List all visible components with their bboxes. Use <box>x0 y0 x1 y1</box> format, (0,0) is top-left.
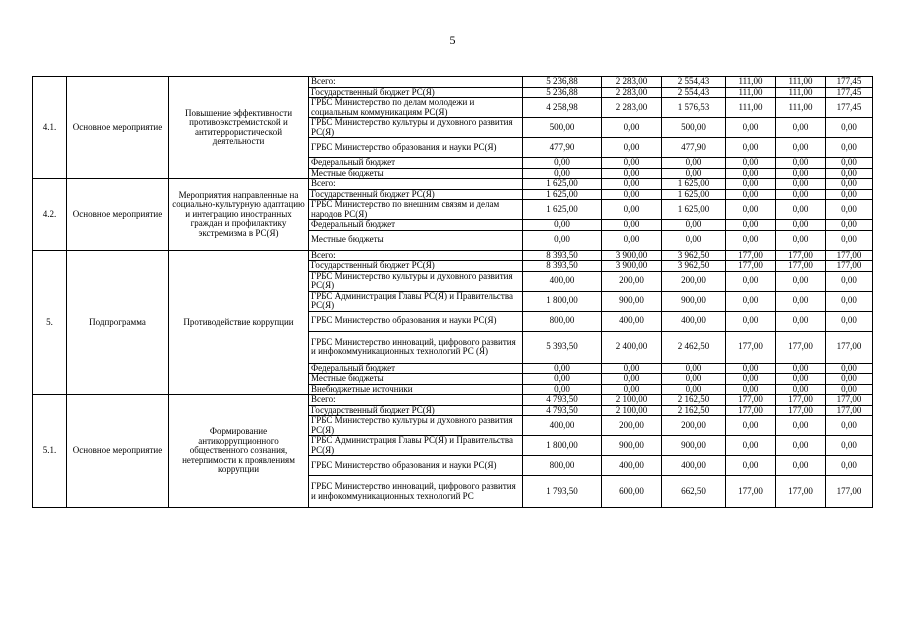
amount-cell: 2 400,00 <box>602 331 662 363</box>
amount-cell: 177,00 <box>726 405 776 416</box>
amount-cell: 177,00 <box>776 395 826 406</box>
amount-cell: 0,00 <box>826 363 873 374</box>
amount-cell: 0,00 <box>662 158 726 169</box>
funding-source: Федеральный бюджет <box>309 158 523 169</box>
amount-cell: 177,45 <box>826 87 873 98</box>
amount-cell: 0,00 <box>776 189 826 200</box>
amount-cell: 177,00 <box>726 261 776 272</box>
funding-source: Всего: <box>309 179 523 190</box>
amount-cell: 0,00 <box>523 220 602 231</box>
amount-cell: 0,00 <box>726 118 776 138</box>
amount-cell: 0,00 <box>726 363 776 374</box>
amount-cell: 4 258,98 <box>523 98 602 118</box>
amount-cell: 177,00 <box>776 405 826 416</box>
amount-cell: 0,00 <box>776 118 826 138</box>
funding-source: ГРБС Администрация Главы РС(Я) и Правительства РС(Я) <box>309 436 523 456</box>
amount-cell: 0,00 <box>776 291 826 311</box>
amount-cell: 400,00 <box>602 456 662 476</box>
amount-cell: 2 162,50 <box>662 395 726 406</box>
funding-source: ГРБС Министерство образования и науки РС(Я) <box>309 456 523 476</box>
amount-cell: 2 554,43 <box>662 77 726 88</box>
amount-cell: 200,00 <box>602 416 662 436</box>
amount-cell: 0,00 <box>826 230 873 250</box>
amount-cell: 0,00 <box>826 118 873 138</box>
amount-cell: 0,00 <box>826 179 873 190</box>
amount-cell: 1 625,00 <box>662 179 726 190</box>
funding-source: Внебюджетные источники <box>309 384 523 395</box>
item-type: Основное мероприятие <box>67 395 169 508</box>
amount-cell: 5 236,88 <box>523 87 602 98</box>
amount-cell: 0,00 <box>826 158 873 169</box>
funding-source: ГРБС Министерство культуры и духовного развития РС(Я) <box>309 416 523 436</box>
amount-cell: 0,00 <box>776 384 826 395</box>
amount-cell: 0,00 <box>776 271 826 291</box>
amount-cell: 2 554,43 <box>662 87 726 98</box>
amount-cell: 0,00 <box>523 374 602 385</box>
funding-source: ГРБС Министерство образования и науки РС(Я) <box>309 138 523 158</box>
amount-cell: 400,00 <box>523 416 602 436</box>
amount-cell: 0,00 <box>826 200 873 220</box>
funding-source: Местные бюджеты <box>309 168 523 179</box>
funding-source: ГРБС Министерство культуры и духовного развития РС(Я) <box>309 271 523 291</box>
table-row <box>33 250 873 261</box>
amount-cell: 0,00 <box>602 363 662 374</box>
funding-source: Государственный бюджет РС(Я) <box>309 405 523 416</box>
item-type: Основное мероприятие <box>67 77 169 179</box>
amount-cell: 800,00 <box>523 456 602 476</box>
amount-cell: 8 393,50 <box>523 250 602 261</box>
amount-cell: 1 625,00 <box>523 200 602 220</box>
amount-cell: 0,00 <box>726 291 776 311</box>
amount-cell: 1 800,00 <box>523 436 602 456</box>
amount-cell: 111,00 <box>776 98 826 118</box>
amount-cell: 0,00 <box>776 374 826 385</box>
amount-cell: 0,00 <box>826 271 873 291</box>
amount-cell: 2 283,00 <box>602 87 662 98</box>
amount-cell: 0,00 <box>523 158 602 169</box>
amount-cell: 177,00 <box>776 261 826 272</box>
amount-cell: 177,00 <box>826 250 873 261</box>
amount-cell: 0,00 <box>776 220 826 231</box>
funding-source: Федеральный бюджет <box>309 220 523 231</box>
amount-cell: 3 962,50 <box>662 261 726 272</box>
funding-source: Всего: <box>309 250 523 261</box>
budget-table <box>32 76 873 508</box>
amount-cell: 0,00 <box>826 220 873 231</box>
amount-cell: 1 625,00 <box>662 189 726 200</box>
amount-cell: 2 100,00 <box>602 405 662 416</box>
amount-cell: 0,00 <box>726 416 776 436</box>
amount-cell: 0,00 <box>726 436 776 456</box>
amount-cell: 177,00 <box>776 250 826 261</box>
funding-source: Государственный бюджет РС(Я) <box>309 87 523 98</box>
amount-cell: 0,00 <box>726 384 776 395</box>
amount-cell: 0,00 <box>776 158 826 169</box>
funding-source: Всего: <box>309 77 523 88</box>
amount-cell: 0,00 <box>826 291 873 311</box>
amount-cell: 1 625,00 <box>523 179 602 190</box>
amount-cell: 0,00 <box>826 189 873 200</box>
amount-cell: 3 900,00 <box>602 250 662 261</box>
funding-source: Государственный бюджет РС(Я) <box>309 261 523 272</box>
amount-cell: 0,00 <box>776 179 826 190</box>
amount-cell: 3 962,50 <box>662 250 726 261</box>
item-name: Повышение эффективности противоэкстремистской и антитеррористической деятельности <box>169 77 309 179</box>
amount-cell: 111,00 <box>726 98 776 118</box>
amount-cell: 0,00 <box>826 436 873 456</box>
amount-cell: 0,00 <box>726 138 776 158</box>
amount-cell: 0,00 <box>726 168 776 179</box>
item-type: Подпрограмма <box>67 250 169 395</box>
amount-cell: 0,00 <box>523 168 602 179</box>
amount-cell: 2 283,00 <box>602 77 662 88</box>
funding-source: ГРБС Министерство культуры и духовного развития РС(Я) <box>309 118 523 138</box>
amount-cell: 177,00 <box>826 261 873 272</box>
item-number: 5. <box>33 250 67 395</box>
amount-cell: 0,00 <box>662 374 726 385</box>
amount-cell: 900,00 <box>602 291 662 311</box>
amount-cell: 0,00 <box>523 384 602 395</box>
funding-source: ГРБС Министерство инноваций, цифрового развития и инфокоммуникационных технологий РС <box>309 476 523 508</box>
amount-cell: 1 576,53 <box>662 98 726 118</box>
amount-cell: 200,00 <box>662 416 726 436</box>
amount-cell: 0,00 <box>776 168 826 179</box>
amount-cell: 177,00 <box>826 476 873 508</box>
item-number: 4.2. <box>33 179 67 251</box>
amount-cell: 111,00 <box>726 77 776 88</box>
amount-cell: 0,00 <box>602 158 662 169</box>
amount-cell: 0,00 <box>776 138 826 158</box>
amount-cell: 0,00 <box>776 311 826 331</box>
amount-cell: 0,00 <box>602 179 662 190</box>
amount-cell: 0,00 <box>826 456 873 476</box>
item-name: Противодействие коррупции <box>169 250 309 395</box>
amount-cell: 0,00 <box>826 384 873 395</box>
amount-cell: 0,00 <box>523 230 602 250</box>
table-row <box>33 179 873 190</box>
item-name: Формирование антикоррупционного общественного сознания, нетерпимости к проявлениям коррупции <box>169 395 309 508</box>
amount-cell: 0,00 <box>826 138 873 158</box>
amount-cell: 0,00 <box>726 271 776 291</box>
amount-cell: 111,00 <box>726 87 776 98</box>
amount-cell: 4 793,50 <box>523 405 602 416</box>
amount-cell: 0,00 <box>602 200 662 220</box>
amount-cell: 3 900,00 <box>602 261 662 272</box>
amount-cell: 662,50 <box>662 476 726 508</box>
table-row <box>33 395 873 406</box>
amount-cell: 2 283,00 <box>602 98 662 118</box>
amount-cell: 177,00 <box>826 405 873 416</box>
item-name: Мероприятия направленные на социально-культурную адаптацию и интеграцию иностранных граждан и профилактику экстремизма в РС(Я) <box>169 179 309 251</box>
amount-cell: 8 393,50 <box>523 261 602 272</box>
amount-cell: 200,00 <box>602 271 662 291</box>
funding-source: ГРБС Министерство по внешним связям и делам народов РС(Я) <box>309 200 523 220</box>
page-number: 5 <box>449 33 456 47</box>
amount-cell: 0,00 <box>826 416 873 436</box>
amount-cell: 177,00 <box>826 331 873 363</box>
amount-cell: 0,00 <box>726 179 776 190</box>
amount-cell: 900,00 <box>602 436 662 456</box>
amount-cell: 0,00 <box>726 220 776 231</box>
amount-cell: 177,45 <box>826 77 873 88</box>
amount-cell: 177,00 <box>726 331 776 363</box>
amount-cell: 0,00 <box>662 230 726 250</box>
amount-cell: 0,00 <box>602 168 662 179</box>
amount-cell: 0,00 <box>726 200 776 220</box>
amount-cell: 2 462,50 <box>662 331 726 363</box>
amount-cell: 0,00 <box>602 374 662 385</box>
amount-cell: 0,00 <box>602 384 662 395</box>
funding-source: Государственный бюджет РС(Я) <box>309 189 523 200</box>
funding-source: ГРБС Министерство инноваций, цифрового развития и инфокоммуникационных технологий РС (Я) <box>309 331 523 363</box>
amount-cell: 0,00 <box>776 200 826 220</box>
amount-cell: 177,00 <box>726 250 776 261</box>
amount-cell: 0,00 <box>726 189 776 200</box>
amount-cell: 0,00 <box>726 230 776 250</box>
funding-source: ГРБС Министерство образования и науки РС(Я) <box>309 311 523 331</box>
amount-cell: 0,00 <box>776 230 826 250</box>
amount-cell: 200,00 <box>662 271 726 291</box>
amount-cell: 0,00 <box>726 311 776 331</box>
amount-cell: 1 625,00 <box>523 189 602 200</box>
funding-source: ГРБС Администрация Главы РС(Я) и Правительства РС(Я) <box>309 291 523 311</box>
amount-cell: 177,00 <box>776 476 826 508</box>
amount-cell: 0,00 <box>776 436 826 456</box>
amount-cell: 900,00 <box>662 436 726 456</box>
amount-cell: 0,00 <box>826 311 873 331</box>
amount-cell: 600,00 <box>602 476 662 508</box>
amount-cell: 0,00 <box>776 363 826 374</box>
amount-cell: 111,00 <box>776 77 826 88</box>
amount-cell: 0,00 <box>776 416 826 436</box>
item-number: 4.1. <box>33 77 67 179</box>
amount-cell: 400,00 <box>523 271 602 291</box>
amount-cell: 177,00 <box>826 395 873 406</box>
amount-cell: 400,00 <box>662 311 726 331</box>
funding-source: Всего: <box>309 395 523 406</box>
amount-cell: 177,45 <box>826 98 873 118</box>
amount-cell: 177,00 <box>726 395 776 406</box>
amount-cell: 500,00 <box>523 118 602 138</box>
amount-cell: 1 793,50 <box>523 476 602 508</box>
amount-cell: 477,90 <box>523 138 602 158</box>
amount-cell: 2 162,50 <box>662 405 726 416</box>
amount-cell: 0,00 <box>602 220 662 231</box>
amount-cell: 400,00 <box>662 456 726 476</box>
amount-cell: 0,00 <box>602 118 662 138</box>
item-type: Основное мероприятие <box>67 179 169 251</box>
amount-cell: 900,00 <box>662 291 726 311</box>
amount-cell: 0,00 <box>662 220 726 231</box>
amount-cell: 177,00 <box>776 331 826 363</box>
amount-cell: 2 100,00 <box>602 395 662 406</box>
amount-cell: 0,00 <box>826 168 873 179</box>
amount-cell: 400,00 <box>602 311 662 331</box>
amount-cell: 5 236,88 <box>523 77 602 88</box>
amount-cell: 500,00 <box>662 118 726 138</box>
amount-cell: 0,00 <box>662 168 726 179</box>
amount-cell: 0,00 <box>726 456 776 476</box>
amount-cell: 0,00 <box>662 363 726 374</box>
amount-cell: 177,00 <box>726 476 776 508</box>
funding-source: Федеральный бюджет <box>309 363 523 374</box>
amount-cell: 5 393,50 <box>523 331 602 363</box>
amount-cell: 800,00 <box>523 311 602 331</box>
amount-cell: 0,00 <box>726 158 776 169</box>
amount-cell: 0,00 <box>602 230 662 250</box>
amount-cell: 477,90 <box>662 138 726 158</box>
item-number: 5.1. <box>33 395 67 508</box>
amount-cell: 1 625,00 <box>662 200 726 220</box>
funding-source: ГРБС Министерство по делам молодежи и социальным коммуникациям РС(Я) <box>309 98 523 118</box>
funding-source: Местные бюджеты <box>309 374 523 385</box>
amount-cell: 0,00 <box>662 384 726 395</box>
funding-source: Местные бюджеты <box>309 230 523 250</box>
amount-cell: 111,00 <box>776 87 826 98</box>
amount-cell: 0,00 <box>602 189 662 200</box>
amount-cell: 0,00 <box>602 138 662 158</box>
amount-cell: 0,00 <box>826 374 873 385</box>
amount-cell: 1 800,00 <box>523 291 602 311</box>
table-row <box>33 77 873 88</box>
amount-cell: 4 793,50 <box>523 395 602 406</box>
amount-cell: 0,00 <box>726 374 776 385</box>
amount-cell: 0,00 <box>523 363 602 374</box>
amount-cell: 0,00 <box>776 456 826 476</box>
